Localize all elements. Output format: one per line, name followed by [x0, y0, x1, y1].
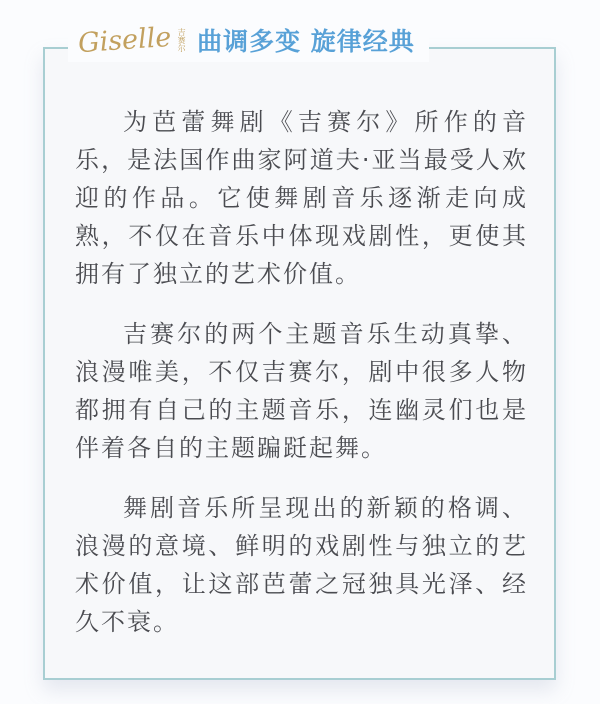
article-body	[45, 49, 554, 678]
content-card	[43, 47, 556, 680]
paragraph: 吉赛尔的两个主题音乐生动真挚、浪漫唯美，不仅吉赛尔，剧中很多人物都拥有自己的主题音乐，连幽灵们也是伴着各自的主题蹁跹起舞。	[75, 320, 528, 462]
paragraph: 舞剧音乐所呈现出的新颖的格调、浪漫的意境、鲜明的戏剧性与独立的艺术价值，让这部芭蕾之冠独具光泽、经久不衰。	[75, 494, 528, 636]
logo-seal-text: 吉赛尔	[177, 28, 187, 52]
paragraph: 为芭蕾舞剧《吉赛尔》所作的音乐，是法国作曲家阿道夫·亚当最受人欢迎的作品。它使舞剧音乐逐渐走向成熟，不仅在音乐中体现戏剧性，更使其拥有了独立的艺术价值。	[75, 108, 528, 288]
section-title: 曲调多变 旋律经典	[197, 27, 415, 56]
giselle-logo: Giselle	[77, 21, 173, 59]
section-header	[68, 18, 429, 62]
